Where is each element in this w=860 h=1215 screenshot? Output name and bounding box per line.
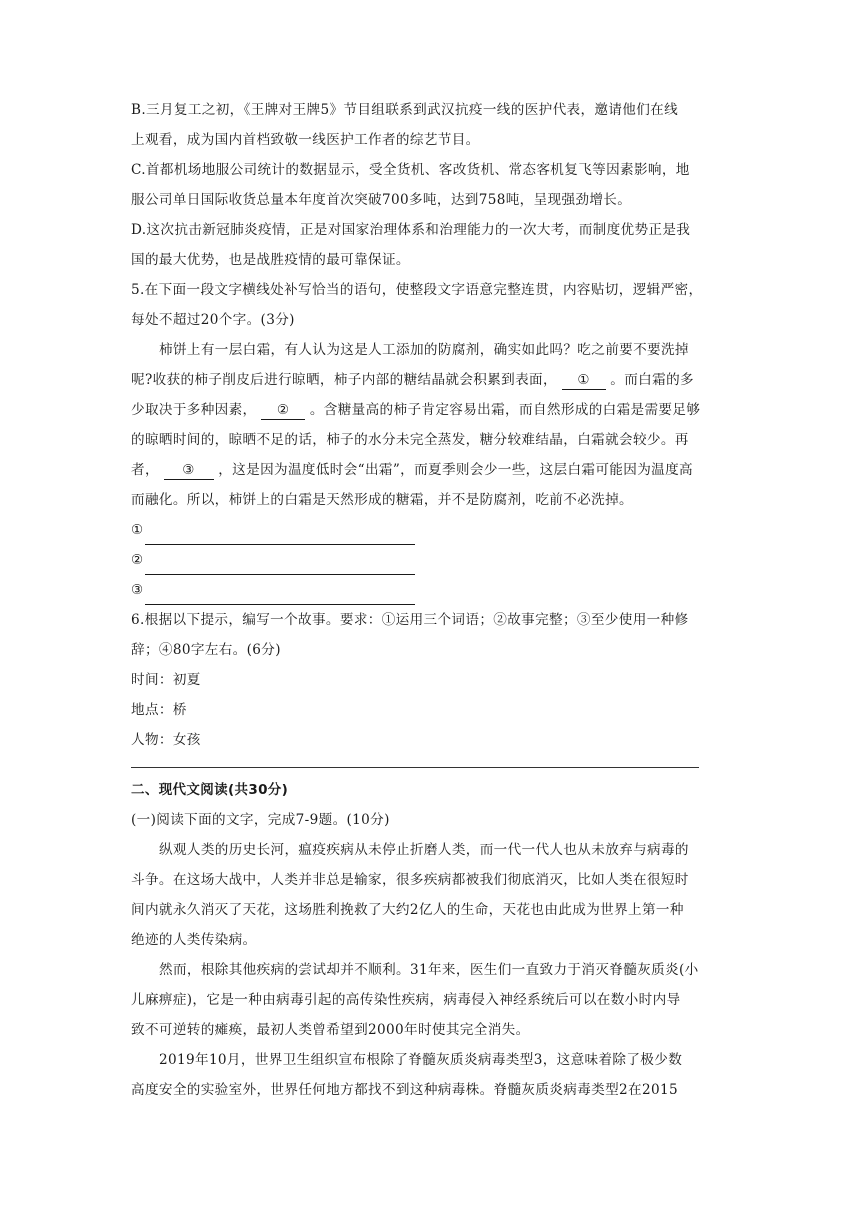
q5-passage-line-5-a: 者，	[131, 462, 159, 478]
passage-p2-line-3: 致不可逆转的瘫痪，最初人类曾希望到2000年时使其完全消失。	[131, 1022, 530, 1038]
q5-passage-line-2-b: 。而白霜的多	[610, 372, 694, 388]
answer-row-2	[131, 545, 741, 575]
q6-prompt-line-2: 辞；④80字左右。(6分)	[131, 642, 281, 658]
q5-passage-line-2-a: 呢?收获的柿子削皮后进行晾晒，柿子内部的糖结晶就会积累到表面，	[131, 372, 557, 388]
q5-passage-line-3-b: 。含糖量高的柿子肯定容易出霜，而自然形成的白霜是需要足够	[309, 402, 701, 418]
q5-passage-line-2	[131, 365, 741, 395]
fill-blank-2[interactable]: ②	[261, 401, 305, 420]
answer-line-1[interactable]	[145, 524, 415, 545]
answer-row-3	[131, 575, 741, 605]
answer-row-1	[131, 515, 741, 545]
fill-blank-1[interactable]: ①	[562, 371, 606, 390]
option-c-line-1: C.首都机场地服公司统计的数据显示，受全货机、客改货机、常态客机复飞等因素影响，地	[131, 162, 690, 178]
section-divider	[131, 767, 699, 768]
option-b-line-1: B.三月复工之初，《王牌对王牌5》节目组联系到武汉抗疫一线的医护代表，邀请他们在线	[131, 102, 679, 118]
q5-passage-line-5	[131, 455, 741, 485]
answer-line-3[interactable]	[145, 584, 415, 605]
option-d-line-1: D.这次抗击新冠肺炎疫情，正是对国家治理体系和治理能力的一次大考，而制度优势正是我	[131, 222, 691, 238]
passage-p1-line-3: 间内就永久消灭了天花，这场胜利挽救了大约2亿人的生命，天花也由此成为世界上第一种	[131, 902, 684, 918]
document-page	[131, 95, 741, 1105]
q5-passage-line-1: 柿饼上有一层白霜，有人认为这是人工添加的防腐剂，确实如此吗？吃之前要不要洗掉	[159, 342, 689, 358]
q5-passage-line-3	[131, 395, 741, 425]
passage-p1-line-1: 纵观人类的历史长河，瘟疫疾病从未停止折磨人类，而一代一代人也从未放弃与病毒的	[159, 842, 689, 858]
passage-p1-line-4: 绝迹的人类传染病。	[131, 932, 257, 948]
q5-prompt-line-2: 每处不超过20个字。(3分)	[131, 312, 295, 328]
answer-label-1: ①	[131, 522, 144, 538]
option-b-line-2: 上观看，成为国内首档致敬一线医护工作者的综艺节目。	[131, 132, 480, 148]
q5-prompt-line-1: 5.在下面一段文字横线处补写恰当的语句，使整段文字语意完整连贯，内容贴切，逻辑严密，	[131, 282, 703, 298]
passage-p1-line-2: 斗争。在这场大战中，人类并非总是输家，很多疾病都被我们彻底消灭，比如人类在很短时	[131, 872, 689, 888]
q5-passage-line-4: 的晾晒时间的，晾晒不足的话，柿子的水分未完全蒸发，糖分较难结晶，白霜就会较少。再	[131, 432, 689, 448]
section-sub-heading: (一)阅读下面的文字，完成7-9题。(10分)	[131, 812, 390, 828]
section-heading: 二、现代文阅读(共30分)	[131, 782, 289, 798]
q6-prompt-line-1: 6.根据以下提示，编写一个故事。要求：①运用三个词语；②故事完整；③至少使用一种修	[131, 612, 689, 628]
answer-label-3: ③	[131, 582, 144, 598]
q6-time: 时间：初夏	[131, 672, 201, 688]
passage-p2-line-1: 然而，根除其他疾病的尝试却并不顺利。31年来，医生们一直致力于消灭脊髓灰质炎(小	[159, 962, 699, 978]
q6-place: 地点：桥	[131, 702, 187, 718]
passage-p3-line-2: 高度安全的实验室外，世界任何地方都找不到这种病毒株。脊髓灰质炎病毒类型2在2015	[131, 1082, 678, 1098]
answer-label-2: ②	[131, 552, 144, 568]
answer-line-2[interactable]	[145, 554, 415, 575]
q6-person: 人物：女孩	[131, 732, 201, 748]
option-c-line-2: 服公司单日国际收货总量本年度首次突破700多吨，达到758吨，呈现强劲增长。	[131, 192, 632, 208]
q5-passage-line-5-b: ，这是因为温度低时会“出霜”，而夏季则会少一些，这层白霜可能因为温度高	[218, 462, 693, 478]
fill-blank-3[interactable]: ③	[164, 461, 214, 480]
option-d-line-2: 国的最大优势，也是战胜疫情的最可靠保证。	[131, 252, 410, 268]
q5-passage-line-3-a: 少取决于多种因素，	[131, 402, 257, 418]
q5-passage-line-6: 而融化。所以，柿饼上的白霜是天然形成的糖霜，并不是防腐剂，吃前不必洗掉。	[131, 492, 633, 508]
passage-p3-line-1: 2019年10月，世界卫生组织宣布根除了脊髓灰质炎病毒类型3，这意味着除了极少数	[159, 1052, 683, 1068]
passage-p2-line-2: 儿麻痹症)，它是一种由病毒引起的高传染性疾病，病毒侵入神经系统后可以在数小时内导	[131, 992, 681, 1008]
